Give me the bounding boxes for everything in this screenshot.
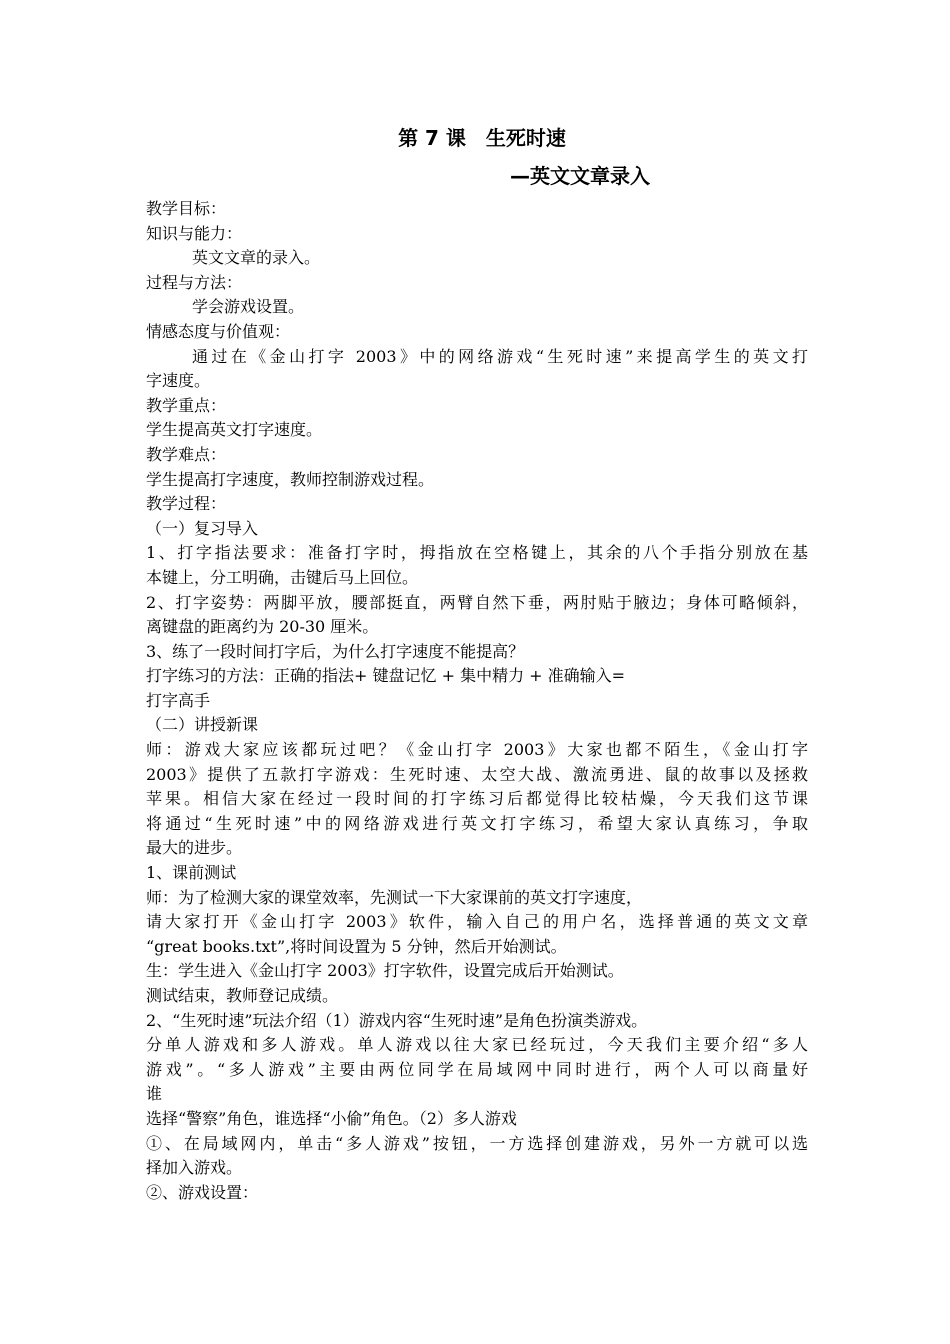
paragraph-line: 请大家打开《金山打字 2003》软件，输入自己的用户名，选择普通的英文文章 — [146, 912, 808, 932]
paragraph-line: 教学过程： — [146, 494, 227, 514]
paragraph-line: 情感态度与价值观： — [146, 321, 291, 341]
paragraph-line: 1、课前测试 — [146, 863, 237, 883]
paragraph-line: 游戏”。“多人游戏”主要由两位同学在局域网中同时进行，两个人可以商量好 — [146, 1059, 808, 1079]
paragraph-line: 英文文章的录入。 — [192, 248, 321, 268]
paragraph-line: 教学重点： — [146, 395, 227, 415]
paragraph-line: 教学难点： — [146, 444, 227, 464]
paragraph-line: ②、游戏设置： — [146, 1182, 259, 1202]
paragraph-line: 2003》提供了五款打字游戏：生死时速、太空大战、激流勇进、鼠的故事以及拯救 — [146, 764, 808, 784]
paragraph-line: 2、“生死时速”玩法介绍（1）游戏内容“生死时速”是角色扮演类游戏。 — [146, 1010, 648, 1030]
paragraph-line: 打字高手 — [146, 690, 211, 710]
paragraph-line: 师：游戏大家应该都玩过吧？《金山打字 2003》大家也都不陌生，《金山打字 — [146, 740, 808, 760]
paragraph-line: 1、打字指法要求：准备打字时，拇指放在空格键上，其余的八个手指分别放在基 — [146, 543, 808, 563]
paragraph-line: 生：学生进入《金山打字 2003》打字软件，设置完成后开始测试。 — [146, 961, 624, 981]
paragraph-line: 师：为了检测大家的课堂效率，先测试一下大家课前的英文打字速度， — [146, 887, 643, 907]
document-subtitle: —英文文章录入 — [510, 164, 650, 188]
paragraph-line: 选择“警察”角色，谁选择“小偷”角色。（2）多人游戏 — [146, 1108, 517, 1128]
paragraph-line: 本键上，分工明确，击键后马上回位。 — [146, 567, 419, 587]
paragraph-line: 学生提高打字速度，教师控制游戏过程。 — [146, 469, 435, 489]
paragraph-line: 通过在《金山打字 2003》中的网络游戏“生死时速”来提高学生的英文打 — [192, 346, 808, 366]
paragraph-line: 学会游戏设置。 — [192, 297, 305, 317]
paragraph-line: ①、在局域网内，单击“多人游戏”按钮，一方选择创建游戏，另外一方就可以选 — [146, 1133, 808, 1153]
document-body — [146, 197, 808, 1205]
paragraph-line: 谁 — [146, 1084, 163, 1104]
paragraph-line: 教学目标： — [146, 199, 227, 218]
paragraph-line: 过程与方法： — [146, 272, 243, 292]
paragraph-line: 3、练了一段时间打字后，为什么打字速度不能提高？ — [146, 641, 525, 661]
paragraph-line: 2、打字姿势：两脚平放，腰部挺直，两臂自然下垂，两肘贴于腋边；身体可略倾斜， — [146, 592, 808, 612]
document-page — [146, 120, 808, 1205]
paragraph-line: 测试结束，教师登记成绩。 — [146, 986, 339, 1005]
document-title: 第 7 课 生死时速 — [398, 126, 566, 150]
paragraph-line: 将通过“生死时速”中的网络游戏进行英文打字练习，希望大家认真练习，争取 — [146, 813, 808, 833]
paragraph-line: 打字练习的方法：正确的指法+ 键盘记忆 + 集中精力 + 准确输入= — [146, 666, 626, 686]
paragraph-line: 苹果。相信大家在经过一段时间的打字练习后都觉得比较枯燥，今天我们这节课 — [146, 789, 808, 809]
paragraph-line: 知识与能力： — [146, 223, 243, 243]
paragraph-line: 分单人游戏和多人游戏。单人游戏以往大家已经玩过，今天我们主要介绍“多人 — [146, 1035, 808, 1055]
paragraph-line: （一）复习导入 — [146, 518, 259, 538]
paragraph-line: 离键盘的距离约为 20-30 厘米。 — [146, 617, 379, 637]
paragraph-line: 字速度。 — [146, 371, 211, 391]
paragraph-line: 择加入游戏。 — [146, 1158, 243, 1178]
paragraph-line: （二）讲授新课 — [146, 715, 259, 735]
paragraph-line: 学生提高英文打字速度。 — [146, 420, 323, 440]
paragraph-line: 最大的进步。 — [146, 838, 243, 858]
paragraph-line: “great books.txt”,将时间设置为 5 分钟，然后开始测试。 — [146, 936, 567, 956]
